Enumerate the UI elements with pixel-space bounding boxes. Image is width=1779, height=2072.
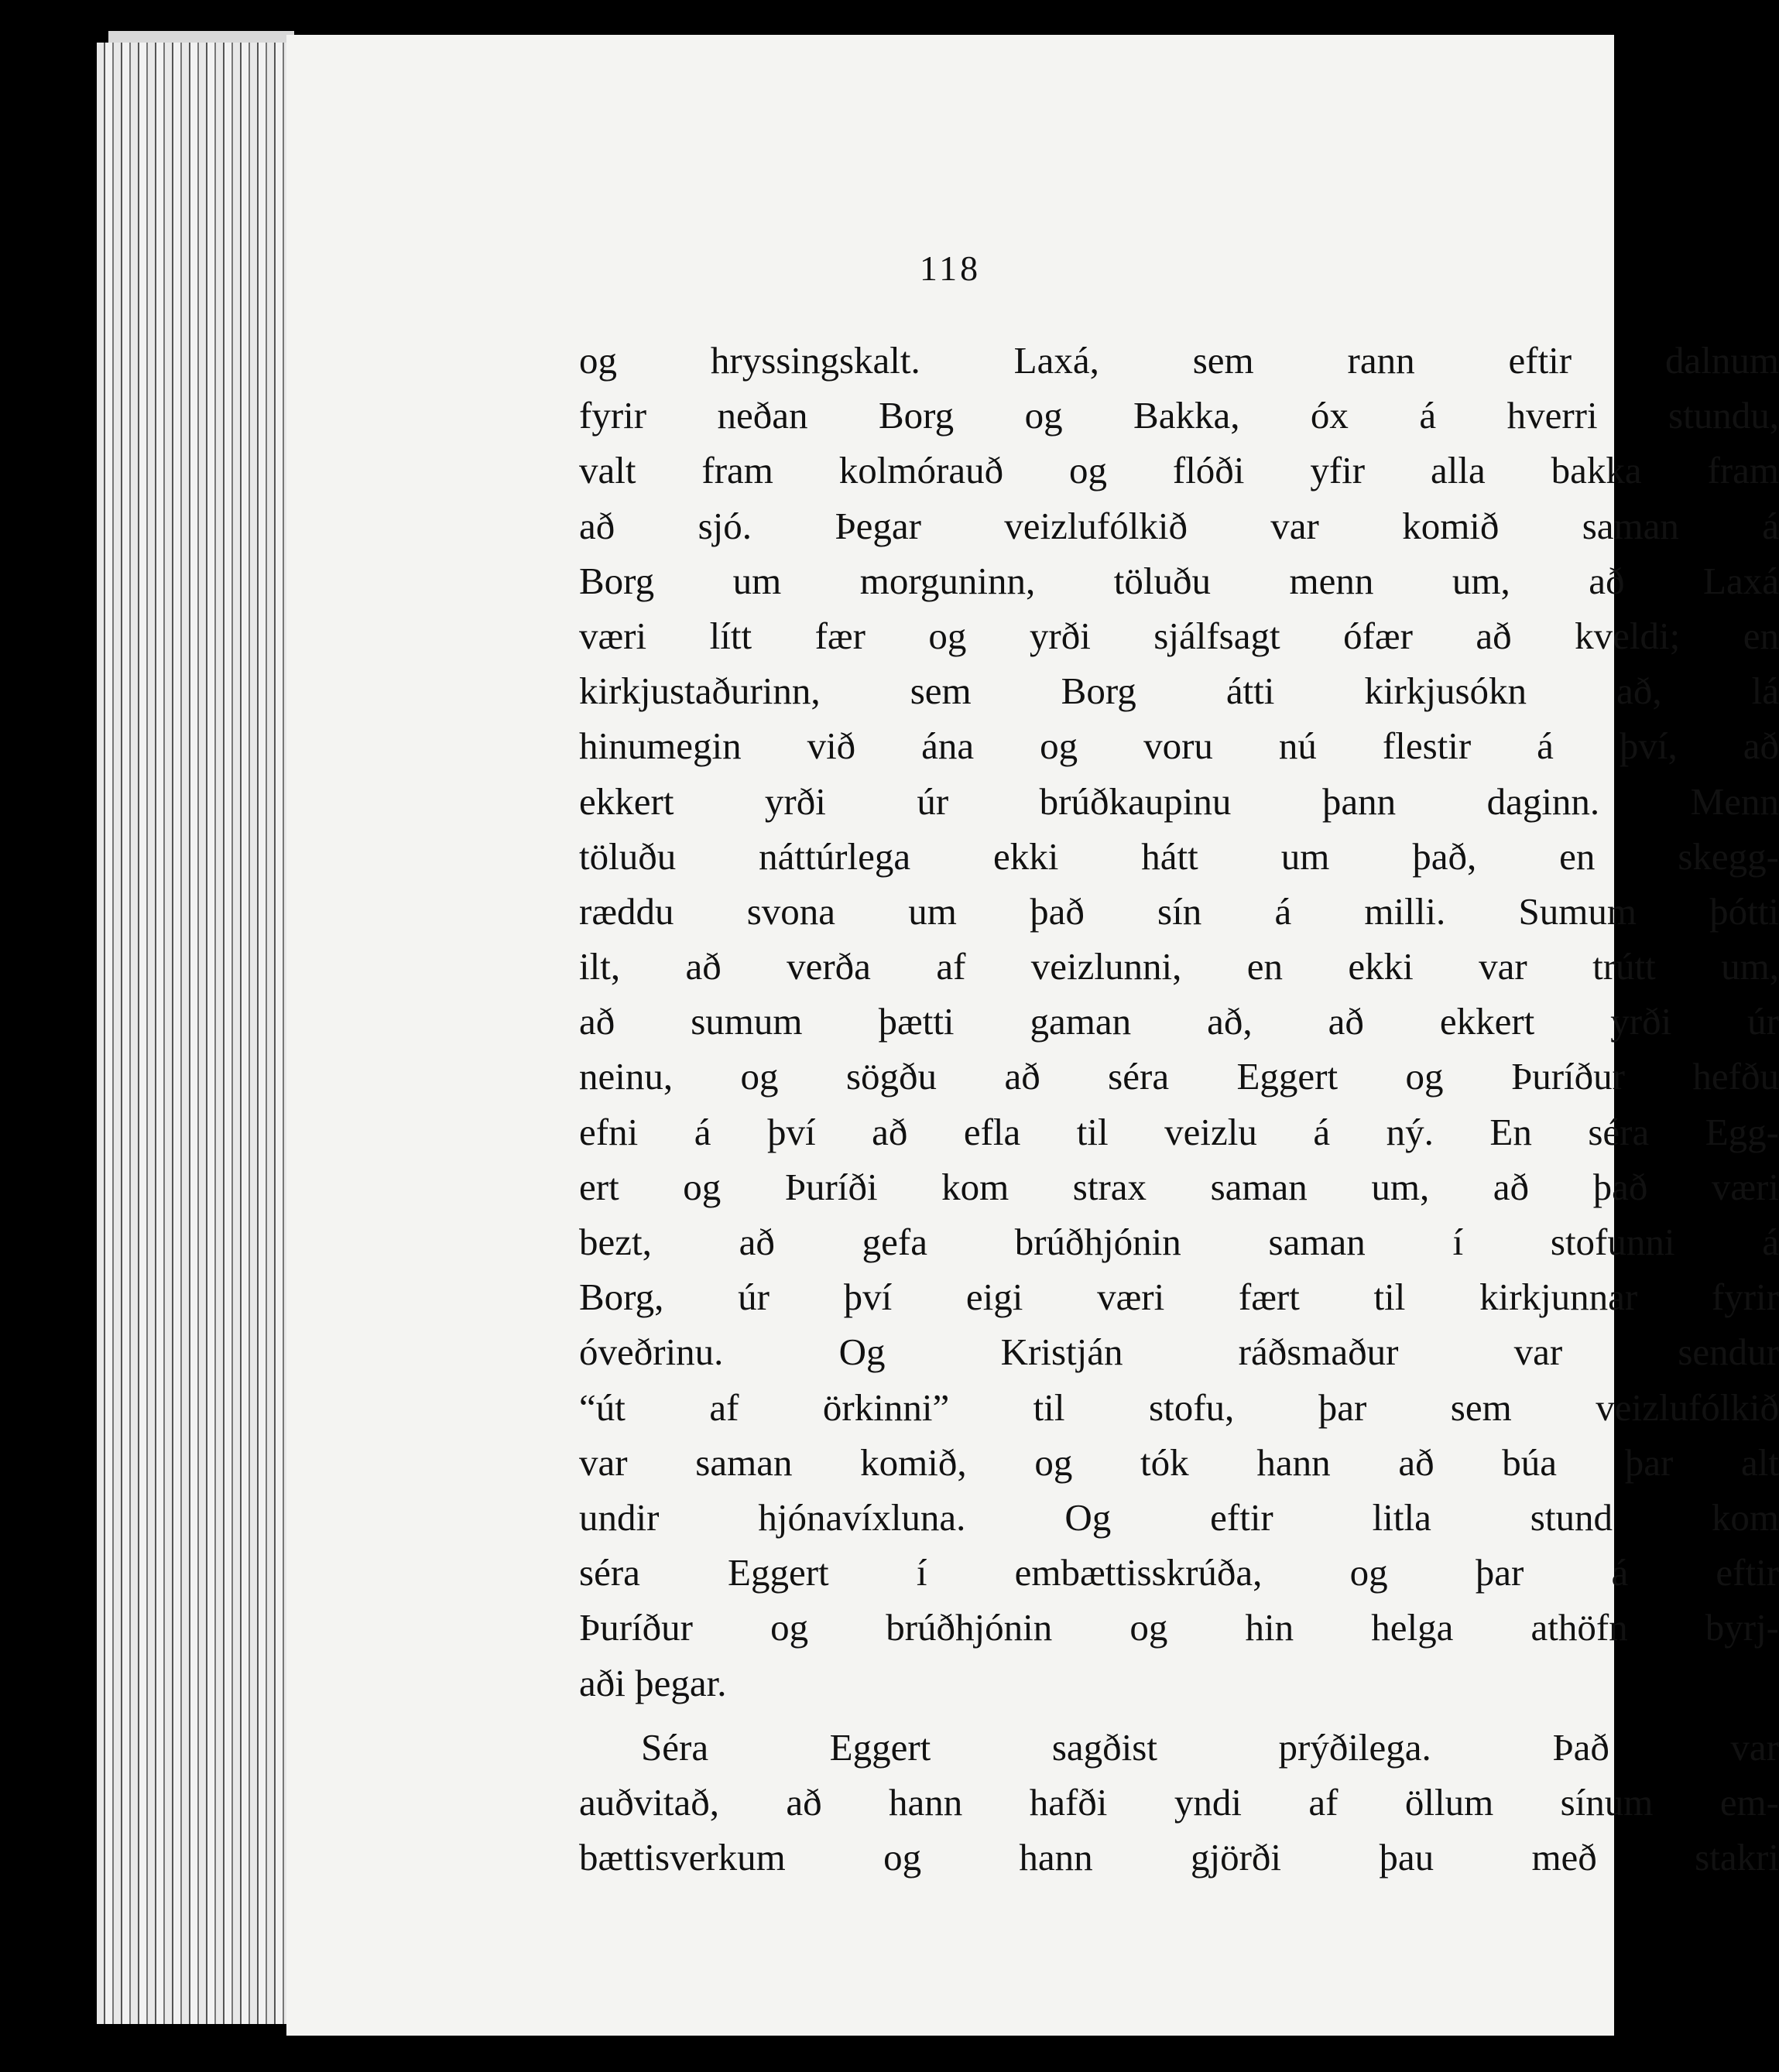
text-line: “út af örkinni” til stofu, þar sem veizlufólkið (579, 1385, 1779, 1429)
text-line: var saman komið, og tók hann að búa þar alt (579, 1440, 1779, 1484)
text-line: Borg, úr því eigi væri fært til kirkjunnar fyrir (579, 1276, 1779, 1319)
text-line: töluðu náttúrlega ekki hátt um það, en skegg- (579, 834, 1779, 878)
text-line: ert og Þuríði kom strax saman um, að það væri (579, 1165, 1779, 1208)
text-line: auðvitað, að hann hafði yndi af öllum sínum em- (579, 1780, 1779, 1824)
paragraph-gap (579, 1711, 1779, 1720)
text-line: undir hjónavíxluna. Og eftir litla stund kom (579, 1495, 1779, 1539)
text-line: fyrir neðan Borg og Bakka, óx á hverri stundu, (579, 394, 1779, 437)
text-line: Borg um morguninn, töluðu menn um, að Laxá (579, 559, 1779, 602)
text-line: neinu, og sögðu að séra Eggert og Þuríður hefðu (579, 1055, 1779, 1098)
text-line: bættisverkum og hann gjörði þau með stakri (579, 1836, 1779, 1879)
page-number: 118 (919, 248, 982, 288)
book-page-edges (97, 43, 290, 2024)
text-line: bezt, að gefa brúðhjónin saman í stofunni á (579, 1221, 1779, 1263)
text-line: Þuríður og brúðhjónin og hin helga athöfn byrj- (579, 1606, 1779, 1649)
text-line: aði þegar. (579, 1661, 727, 1704)
text-line: ekkert yrði úr brúðkaupinu þann daginn. Menn (579, 779, 1779, 823)
book-page (286, 35, 1779, 2036)
body-text (579, 333, 1779, 1885)
text-line: óveðrinu. Og Kristján ráðsmaður var sendur (579, 1331, 1779, 1374)
text-line: væri lítt fær og yrði sjálfsagt ófær að kveldi; en (579, 614, 1779, 657)
text-line: efni á því að efla til veizlu á ný. En séra Egg- (579, 1110, 1779, 1153)
text-line: hinumegin við ána og voru nú flestir á því, að (579, 724, 1779, 768)
text-line: ræddu svona um það sín á milli. Sumum þótti (579, 889, 1779, 933)
text-line: ilt, að verða af veizlunni, en ekki var trútt um, (579, 945, 1779, 988)
text-line: að sjó. Þegar veizlufólkið var komið saman á (579, 504, 1779, 547)
text-line: að sumum þætti gaman að, að ekkert yrði úr (579, 1000, 1779, 1043)
text-line: Séra Eggert sagðist prýðilega. Það var (641, 1725, 1779, 1769)
text-line: séra Eggert í embættisskrúða, og þar á eftir (579, 1551, 1779, 1594)
text-line: kirkjustaðurinn, sem Borg átti kirkjusókn að, lá (579, 670, 1779, 713)
text-line: valt fram kolmórauð og flóði yfir alla bakka fram (579, 449, 1779, 492)
text-line: og hryssingskalt. Laxá, sem rann eftir dalnum (579, 339, 1779, 382)
